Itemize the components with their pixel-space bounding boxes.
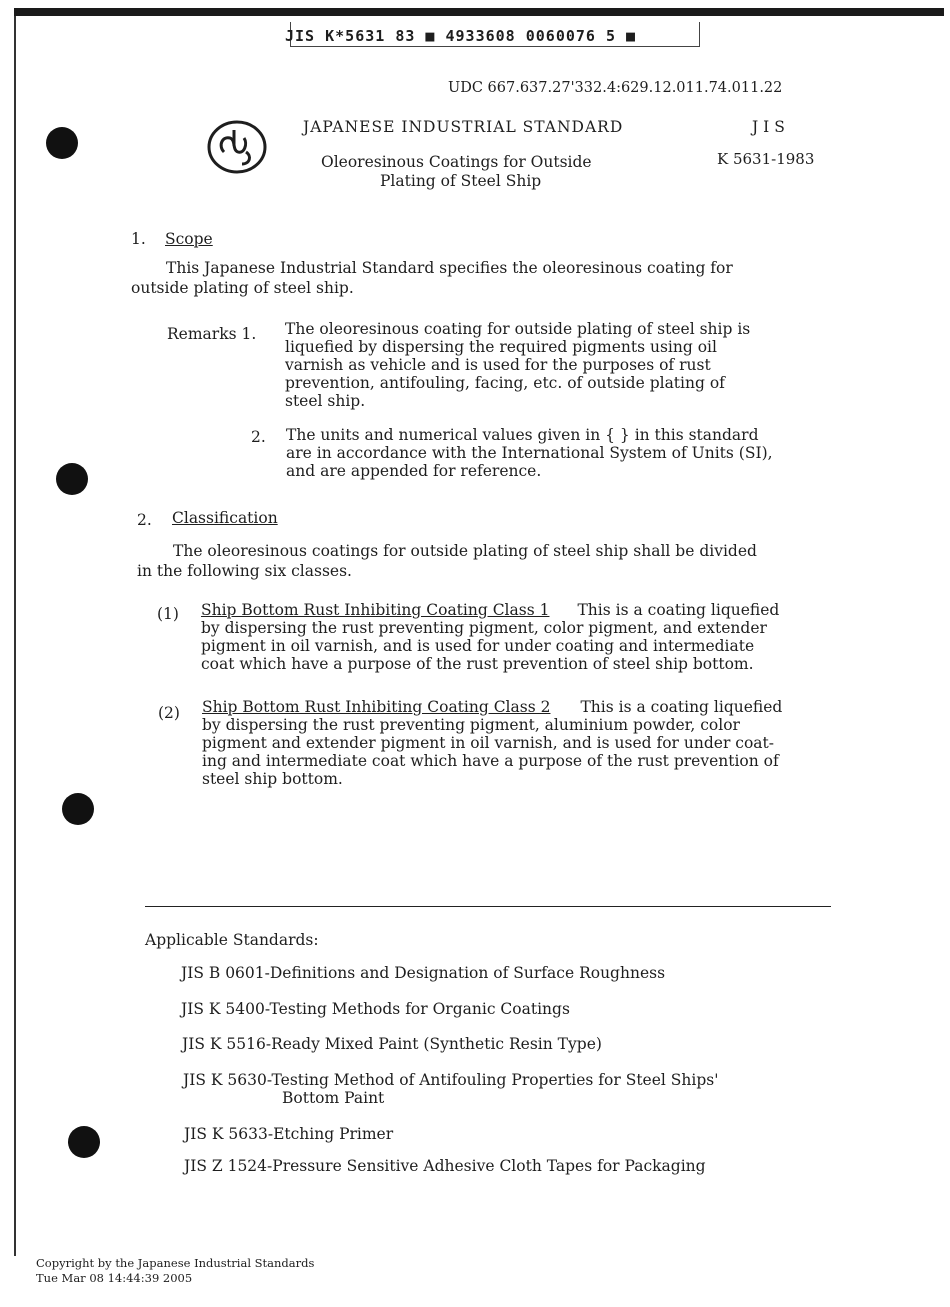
doc-number: K 5631-1983 xyxy=(717,150,815,168)
scan-header-code: JIS K*5631 83 ■ 4933608 0060076 5 ■ xyxy=(285,27,637,45)
applicable-item: JIS K 5516-Ready Mixed Paint (Synthetic Resin Type) xyxy=(182,1035,602,1053)
class-item-line: pigment and extender pigment in oil varnish, and is used for under coat- xyxy=(202,734,774,752)
remark1-line: The oleoresinous coating for outside plating of steel ship is xyxy=(285,320,751,338)
class-item-line: by dispersing the rust preventing pigment, color pigment, and extender xyxy=(201,619,767,637)
remark1-line: prevention, antifouling, facing, etc. of outside plating of xyxy=(285,374,725,392)
remark2-number: 2. xyxy=(251,428,266,446)
applicable-item: JIS B 0601-Definitions and Designation of Surface Roughness xyxy=(181,964,666,982)
section2-para-line1: The oleoresinous coatings for outside plating of steel ship shall be divided xyxy=(173,542,757,560)
remarks-label: Remarks 1. xyxy=(167,325,257,343)
remark2-line: The units and numerical values given in { } in this standard xyxy=(286,426,759,444)
class-item-line: coat which have a purpose of the rust prevention of steel ship bottom. xyxy=(201,655,754,673)
class-item-number: (1) xyxy=(157,605,179,623)
class-item-1 xyxy=(201,601,779,673)
applicable-item: JIS Z 1524-Pressure Sensitive Adhesive Cloth Tapes for Packaging xyxy=(184,1157,706,1175)
class-item-first-line xyxy=(201,601,779,619)
section2-heading: Classification xyxy=(172,509,278,527)
applicable-item-continuation: Bottom Paint xyxy=(282,1089,385,1107)
punch-hole-icon xyxy=(56,463,88,495)
punch-hole-icon xyxy=(62,793,94,825)
section1-number: 1. xyxy=(131,230,146,248)
section2-para-line2: in the following six classes. xyxy=(137,562,352,580)
udc-code: UDC 667.637.27'332.4:629.12.011.74.011.22 xyxy=(448,80,783,96)
timestamp-line: Tue Mar 08 14:44:39 2005 xyxy=(36,1271,193,1285)
section1-para-line2: outside plating of steel ship. xyxy=(131,279,354,297)
class-item-line: by dispersing the rust preventing pigment, aluminium powder, color xyxy=(202,716,740,734)
copyright-line: Copyright by the Japanese Industrial Standards xyxy=(36,1256,315,1270)
section2-number: 2. xyxy=(137,511,152,529)
class-item-line: pigment in oil varnish, and is used for under coating and intermediate xyxy=(201,637,755,655)
class-item-first-rest: This is a coating liquefied xyxy=(577,601,780,619)
org-title: JAPANESE INDUSTRIAL STANDARD xyxy=(303,118,624,136)
scan-top-border xyxy=(14,8,944,16)
jis-label: J I S xyxy=(752,118,785,136)
class-item-title: Ship Bottom Rust Inhibiting Coating Class 2 xyxy=(202,698,551,716)
remark1-text xyxy=(285,320,750,410)
class-item-line: steel ship bottom. xyxy=(202,770,343,788)
remark2-line: and are appended for reference. xyxy=(286,462,542,480)
remark2-text xyxy=(286,426,773,480)
remark1-line: varnish as vehicle and is used for the purposes of rust xyxy=(285,356,711,374)
jis-mark-logo-icon xyxy=(204,116,270,178)
punch-hole-icon xyxy=(46,127,78,159)
applicable-item: JIS K 5630-Testing Method of Antifouling Properties for Steel Ships' xyxy=(183,1071,719,1089)
footnote-separator xyxy=(145,906,831,907)
doc-title-line1: Oleoresinous Coatings for Outside xyxy=(321,153,592,171)
remark2-line: are in accordance with the International System of Units (SI), xyxy=(286,444,773,462)
class-item-2 xyxy=(202,698,782,788)
punch-hole-icon xyxy=(68,1126,100,1158)
class-item-first-line xyxy=(202,698,782,716)
class-item-title: Ship Bottom Rust Inhibiting Coating Class 1 xyxy=(201,601,550,619)
class-item-first-rest: This is a coating liquefied xyxy=(580,698,783,716)
applicable-item: JIS K 5400-Testing Methods for Organic Coatings xyxy=(181,1000,570,1018)
scan-left-border xyxy=(14,16,16,1256)
remark1-line: steel ship. xyxy=(285,392,366,410)
class-item-line: ing and intermediate coat which have a purpose of the rust prevention of xyxy=(202,752,779,770)
section1-heading: Scope xyxy=(165,230,213,248)
applicable-item: JIS K 5633-Etching Primer xyxy=(184,1125,394,1143)
class-item-number: (2) xyxy=(158,704,180,722)
section1-para-line1: This Japanese Industrial Standard specifies the oleoresinous coating for xyxy=(166,259,733,277)
doc-title-line2: Plating of Steel Ship xyxy=(380,172,542,190)
remark1-line: liquefied by dispersing the required pigments using oil xyxy=(285,338,717,356)
applicable-heading: Applicable Standards: xyxy=(145,931,319,949)
